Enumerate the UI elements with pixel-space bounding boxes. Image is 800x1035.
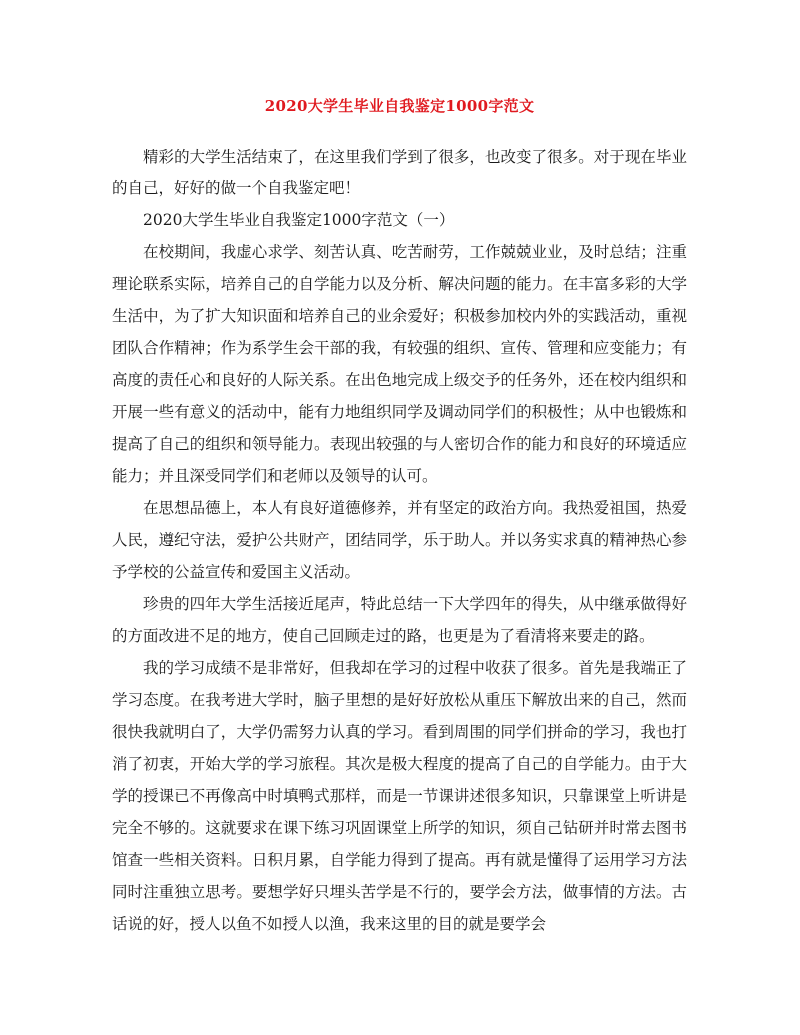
document-body <box>112 142 687 940</box>
document-page <box>112 96 687 940</box>
paragraph-four-years: 珍贵的四年大学生活接近尾声，特此总结一下大学四年的得失，从中继承做得好的方面改进不足的地方，使自己回顾走过的路，也更是为了看清将来要走的路。 <box>112 595 687 645</box>
intro-paragraph: 精彩的大学生活结束了，在这里我们学到了很多，也改变了很多。对于现在毕业的自己，好好的做一个自我鉴定吧！ <box>112 148 687 197</box>
paragraph-study: 我的学习成绩不是非常好，但我却在学习的过程中收获了很多。首先是我端正了学习态度。在我考进大学时，脑子里想的是好好放松从重压下解放出来的自己，然而很快我就明白了，大学仍需努力认真的学习。看到周围的同学们拼命的学习，我也打消了初衷，开始大学的学习旅程。其次是极大程度的提高了自己的自学能力。由于大学的授课已不再像高中时填鸭式那样，而是一节课讲述很多知识，只靠课堂上听讲是完全不够的。这就要求在课下练习巩固课堂上所学的知识，须自己钻研并时常去图书馆查一些相关资料。日积月累，自学能力得到了提高。再有就是懂得了运用学习方法同时注重独立思考。要想学好只埋头苦学是不行的，要学会方法，做事情的方法。古话说的好，授人以鱼不如授人以渔，我来这里的目的就是要学会 <box>112 659 687 933</box>
section-heading: 2020大学生毕业自我鉴定1000字范文（一） <box>143 211 455 229</box>
document-title: 2020大学生毕业自我鉴定1000字范文 <box>264 97 535 115</box>
paragraph-campus-period: 在校期间，我虚心求学、刻苦认真、吃苦耐劳，工作兢兢业业，及时总结；注重理论联系实际，培养自己的自学能力以及分析、解决问题的能力。在丰富多彩的大学生活中，为了扩大知识面和培养自己的业余爱好；积极参加校内外的实践活动，重视团队合作精神；作为系学生会干部的我，有较强的组织、宣传、管理和应变能力；有高度的责任心和良好的人际关系。在出色地完成上级交予的任务外，还在校内组织和开展一些有意义的活动中，能有力地组织同学及调动同学们的积极性；从中也锻炼和提高了自己的组织和领导能力。表现出较强的与人密切合作的能力和良好的环境适应能力；并且深受同学们和老师以及领导的认可。 <box>112 243 687 485</box>
paragraph-moral-character: 在思想品德上，本人有良好道德修养，并有坚定的政治方向。我热爱祖国，热爱人民，遵纪守法，爱护公共财产，团结同学，乐于助人。并以务实求真的精神热心参予学校的公益宣传和爱国主义活动。 <box>112 499 687 581</box>
